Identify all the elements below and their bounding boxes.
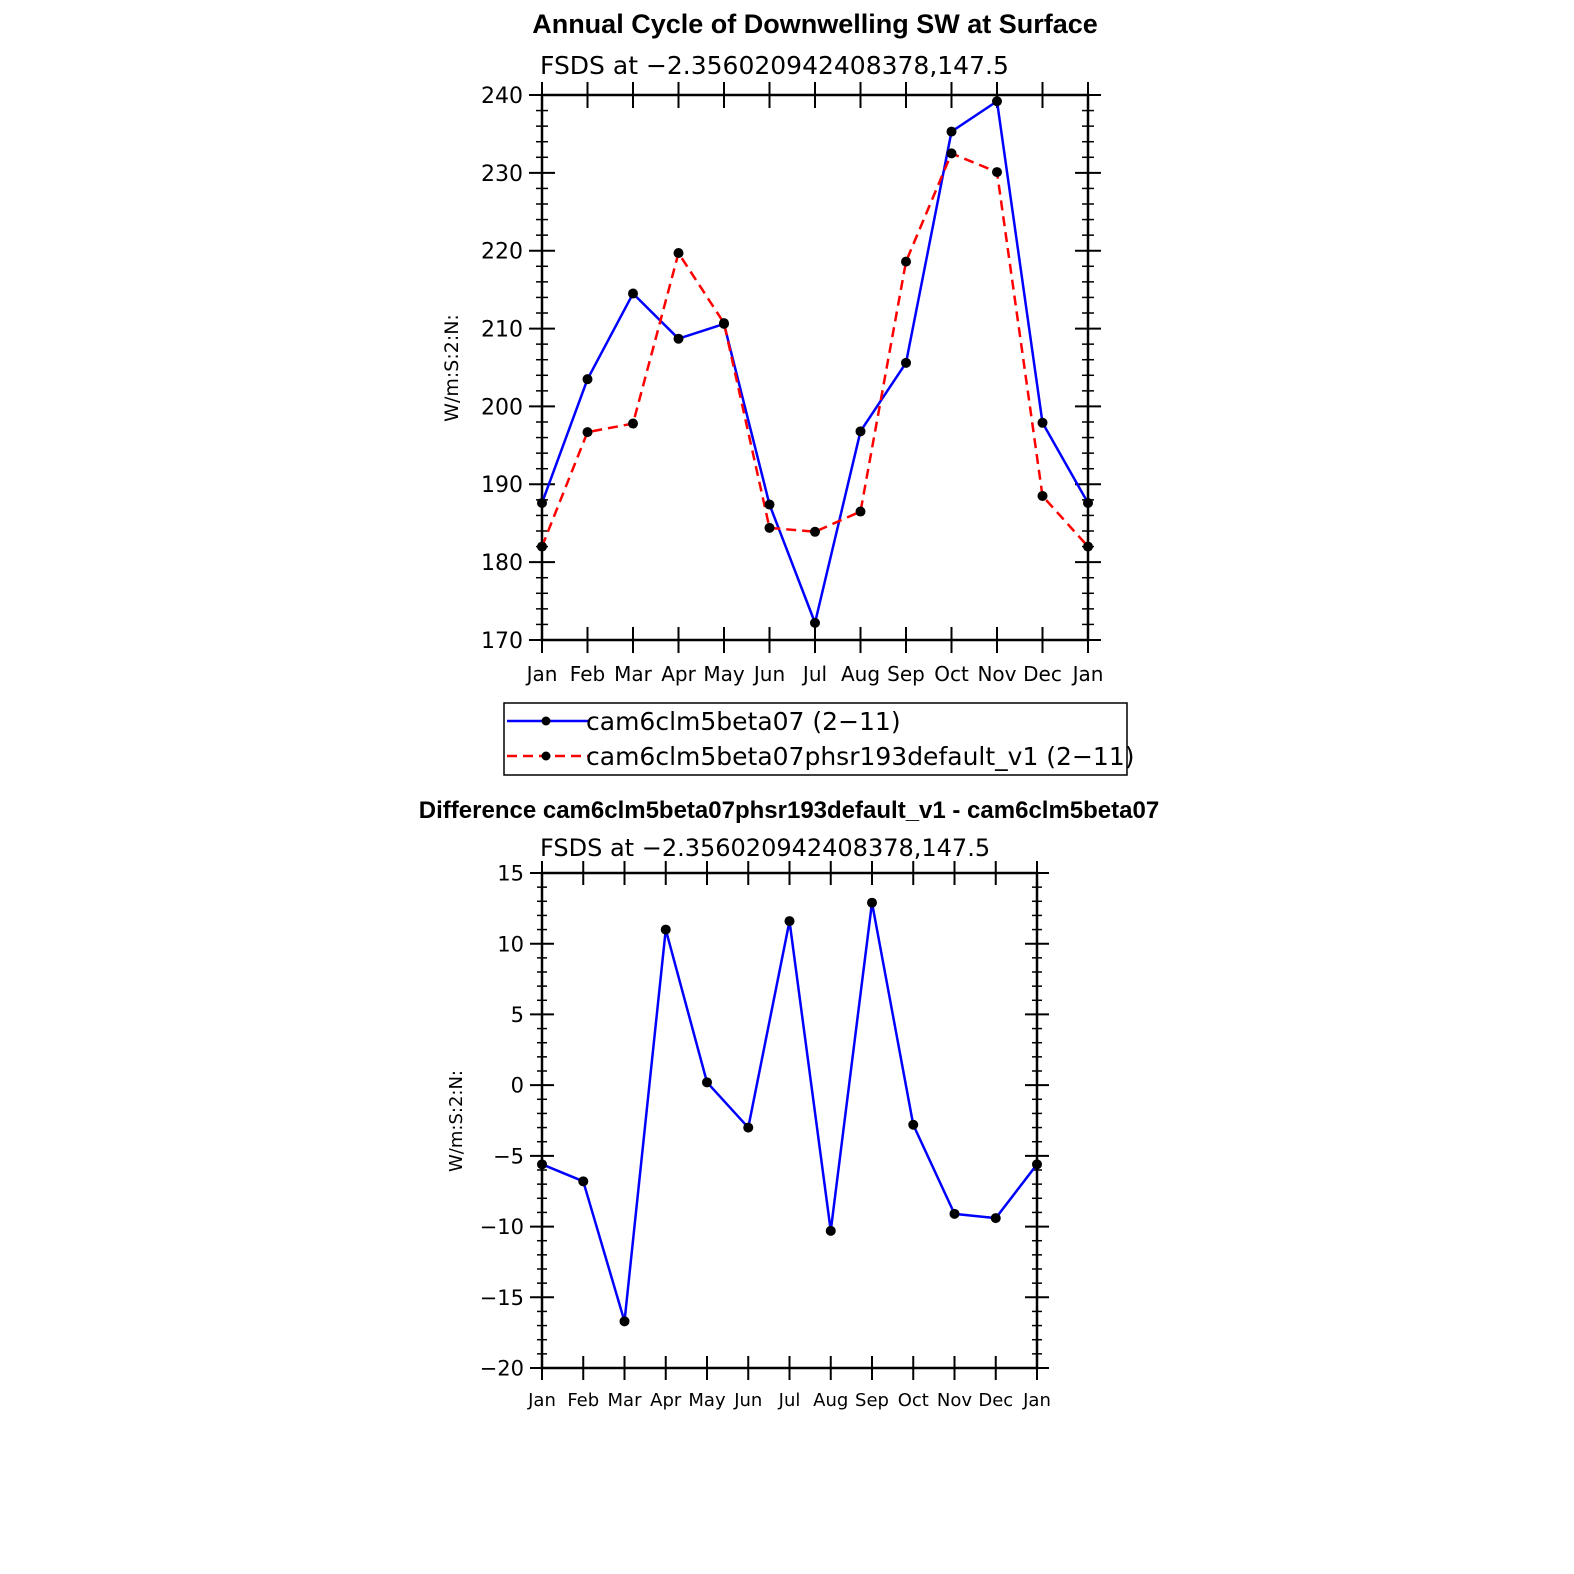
series-1-point	[856, 426, 866, 436]
x-tick-label: Oct	[897, 1390, 929, 1411]
y-tick-label: 190	[481, 473, 523, 499]
series-2-point	[628, 419, 638, 429]
series-1-point	[583, 374, 593, 384]
top-chart-title: Annual Cycle of Downwelling SW at Surface	[532, 9, 1098, 39]
series-1-point	[991, 1213, 1001, 1223]
y-tick-label: 170	[481, 628, 523, 654]
x-tick-label: Apr	[650, 1390, 682, 1411]
y-tick-label: 180	[481, 551, 523, 577]
x-tick-label: Feb	[569, 662, 606, 686]
x-tick-label: Aug	[840, 662, 881, 686]
series-1-point	[867, 898, 877, 908]
y-tick-label: −10	[479, 1215, 524, 1240]
legend-label-series-1: cam6clm5beta07 (2−11)	[586, 707, 901, 736]
series-1-point	[992, 96, 1002, 106]
series-1-point	[810, 618, 820, 628]
bottom-chart-y-axis-label: W/m:S:2:N:	[446, 1070, 467, 1172]
series-2-point	[856, 507, 866, 517]
series-2-point	[947, 148, 957, 158]
series-1-point	[702, 1077, 712, 1087]
series-1-point	[901, 358, 911, 368]
x-tick-label: Dec	[1023, 662, 1062, 686]
x-tick-label: Mar	[607, 1390, 642, 1411]
y-tick-label: −5	[493, 1144, 524, 1169]
y-tick-label: −15	[479, 1285, 524, 1310]
bottom-chart-title: Difference cam6clm5beta07phsr193default_v1 - cam6clm5beta07	[418, 797, 1160, 824]
legend-label-series-2: cam6clm5beta07phsr193default_v1 (2−11)	[586, 742, 1135, 771]
y-tick-label: 210	[481, 317, 523, 343]
x-tick-label: May	[703, 662, 745, 686]
legend-marker-series-1	[542, 717, 551, 726]
series-1-point	[578, 1176, 588, 1186]
x-tick-label: Sep	[887, 662, 925, 686]
x-tick-label: Jul	[802, 662, 828, 686]
x-tick-label: Nov	[936, 1390, 973, 1411]
x-tick-label: Feb	[567, 1390, 600, 1411]
series-1-point	[785, 916, 795, 926]
top-chart-y-axis-label: W/m:S:2:N:	[441, 314, 463, 422]
series-1-point	[1083, 498, 1093, 508]
series-2-point	[1083, 542, 1093, 552]
plot-frame	[542, 95, 1088, 640]
x-tick-label: Jun	[753, 662, 786, 686]
series-1-point	[537, 498, 547, 508]
x-tick-label: Dec	[978, 1390, 1014, 1411]
series-1-point	[826, 1226, 836, 1236]
x-tick-label: Aug	[813, 1390, 849, 1411]
x-tick-label: Jan	[528, 1390, 556, 1411]
series-2-point	[583, 427, 593, 437]
series-1-point	[620, 1316, 630, 1326]
series-1-point	[908, 1120, 918, 1130]
top-plot-area	[481, 82, 1103, 686]
y-tick-label: 220	[481, 239, 523, 265]
x-tick-label: Jul	[778, 1390, 801, 1411]
x-tick-label: Jun	[734, 1390, 763, 1411]
series-2-point	[1038, 491, 1048, 501]
x-tick-label: Mar	[614, 662, 652, 686]
y-tick-label: −20	[479, 1356, 524, 1381]
series-1-point	[537, 1159, 547, 1169]
bottom-chart	[419, 797, 1159, 1411]
x-tick-label: Apr	[661, 662, 696, 686]
bottom-chart-subtitle: FSDS at −2.356020942408378,147.5	[540, 834, 991, 862]
x-tick-label: Jan	[1072, 662, 1104, 686]
series-2-point	[674, 248, 684, 258]
series-2-point	[719, 318, 729, 328]
y-tick-label: 200	[481, 395, 523, 421]
x-tick-label: May	[688, 1390, 726, 1411]
series-1-point	[950, 1209, 960, 1219]
series-line-1	[542, 101, 1088, 623]
series-1-point	[765, 500, 775, 510]
top-chart-legend	[504, 703, 1134, 775]
series-1-point	[1032, 1159, 1042, 1169]
x-tick-label: Sep	[855, 1390, 889, 1411]
x-tick-label: Oct	[934, 662, 969, 686]
top-chart-subtitle: FSDS at −2.356020942408378,147.5	[540, 51, 1009, 80]
series-1-point	[661, 925, 671, 935]
series-1-point	[628, 289, 638, 299]
series-1-point	[674, 334, 684, 344]
series-2-point	[901, 257, 911, 267]
y-tick-label: 5	[510, 1002, 524, 1027]
y-tick-label: 230	[481, 161, 523, 187]
y-tick-label: 0	[510, 1073, 524, 1098]
series-2-point	[537, 542, 547, 552]
y-tick-label: 15	[497, 861, 524, 886]
y-tick-label: 10	[497, 932, 524, 957]
legend-marker-series-2	[542, 752, 551, 761]
series-1-point	[947, 127, 957, 137]
x-tick-label: Jan	[526, 662, 558, 686]
x-tick-label: Nov	[977, 662, 1017, 686]
top-chart	[441, 9, 1134, 775]
series-2-point	[810, 527, 820, 537]
y-tick-label: 240	[481, 83, 523, 109]
series-2-point	[992, 167, 1002, 177]
series-line-1	[542, 903, 1037, 1322]
series-line-2	[542, 153, 1088, 546]
series-1-point	[743, 1123, 753, 1133]
x-tick-label: Jan	[1023, 1390, 1051, 1411]
bottom-plot-area	[480, 861, 1051, 1411]
series-1-point	[1038, 418, 1048, 428]
series-2-point	[765, 523, 775, 533]
